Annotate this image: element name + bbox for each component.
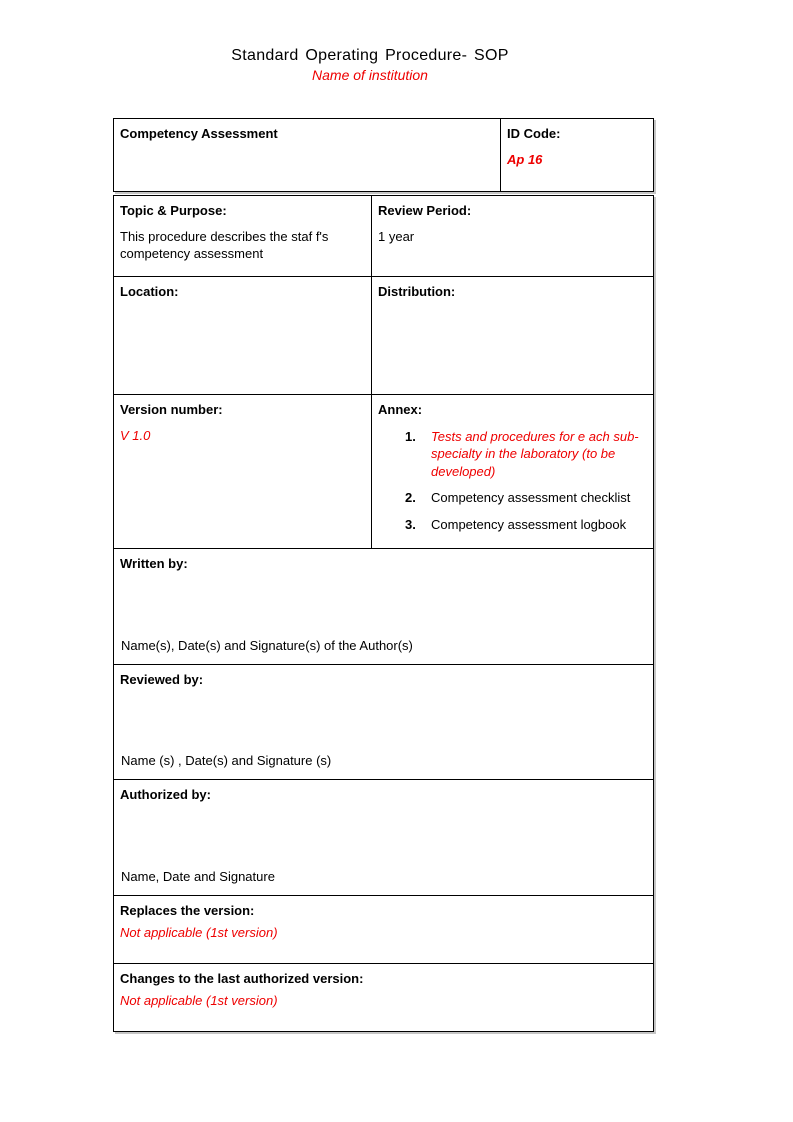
id-code-label: ID Code:	[507, 126, 561, 141]
annex-item-number: 3.	[405, 516, 416, 532]
distribution-cell	[372, 277, 654, 395]
annex-list	[378, 428, 647, 534]
annex-item	[405, 489, 647, 507]
version-number-value: V 1.0	[120, 427, 151, 443]
annex-label: Annex:	[378, 402, 423, 417]
review-period-label: Review Period:	[378, 203, 472, 218]
header-table	[113, 118, 654, 192]
topic-review-row	[114, 196, 654, 277]
location-distribution-row	[114, 277, 654, 395]
replaces-version-label: Replaces the version:	[120, 903, 255, 919]
reviewed-by-cell	[114, 665, 654, 780]
reviewed-by-label: Reviewed by:	[120, 672, 204, 688]
review-period-value: 1 year	[378, 228, 415, 244]
changes-version-row	[114, 964, 654, 1032]
competency-assessment-cell	[114, 119, 501, 192]
annex-cell	[372, 395, 654, 549]
annex-item-text: Competency assessment logbook	[431, 516, 627, 532]
annex-item-number: 1.	[405, 428, 416, 444]
document-title: Standard Operating Procedure- SOP	[231, 47, 509, 64]
id-code-cell	[501, 119, 654, 192]
written-by-cell	[114, 549, 654, 665]
version-number-cell	[114, 395, 372, 549]
version-annex-row	[114, 395, 654, 549]
distribution-label: Distribution:	[378, 284, 456, 299]
reviewed-by-row	[114, 665, 654, 780]
replaces-version-value: Not applicable (1st version)	[120, 924, 278, 940]
authorized-by-row	[114, 780, 654, 896]
main-table	[113, 195, 654, 1032]
reviewed-by-note: Name (s) , Date(s) and Signature (s)	[121, 752, 332, 768]
topic-purpose-cell	[114, 196, 372, 277]
annex-item	[405, 428, 647, 481]
written-by-row	[114, 549, 654, 665]
annex-item-number: 2.	[405, 490, 416, 506]
changes-version-label: Changes to the last authorized version:	[120, 971, 364, 987]
header-table-row	[114, 119, 654, 192]
replaces-version-cell	[114, 896, 654, 964]
location-label: Location:	[120, 284, 179, 299]
competency-assessment-title: Competency Assessment	[120, 126, 278, 141]
written-by-note: Name(s), Date(s) and Signature(s) of the Author(s)	[121, 637, 413, 653]
document-header	[113, 47, 627, 83]
topic-purpose-value: This procedure describes the staf f's competency assessment	[120, 228, 329, 262]
annex-item-text: Competency assessment checklist	[431, 490, 631, 506]
location-cell	[114, 277, 372, 395]
id-code-value: Ap 16	[507, 151, 543, 167]
topic-purpose-label: Topic & Purpose:	[120, 203, 227, 218]
annex-item	[405, 516, 647, 534]
written-by-label: Written by:	[120, 556, 188, 572]
review-period-cell	[372, 196, 654, 277]
replaces-version-row	[114, 896, 654, 964]
annex-item-text: Tests and procedures for e ach sub-specialty in the laboratory (to be developed)	[431, 428, 639, 479]
authorized-by-note: Name, Date and Signature	[121, 868, 275, 884]
version-number-label: Version number:	[120, 402, 223, 417]
institution-name: Name of institution	[312, 67, 428, 83]
authorized-by-cell	[114, 780, 654, 896]
authorized-by-label: Authorized by:	[120, 787, 211, 803]
changes-version-value: Not applicable (1st version)	[120, 992, 278, 1008]
changes-version-cell	[114, 964, 654, 1032]
